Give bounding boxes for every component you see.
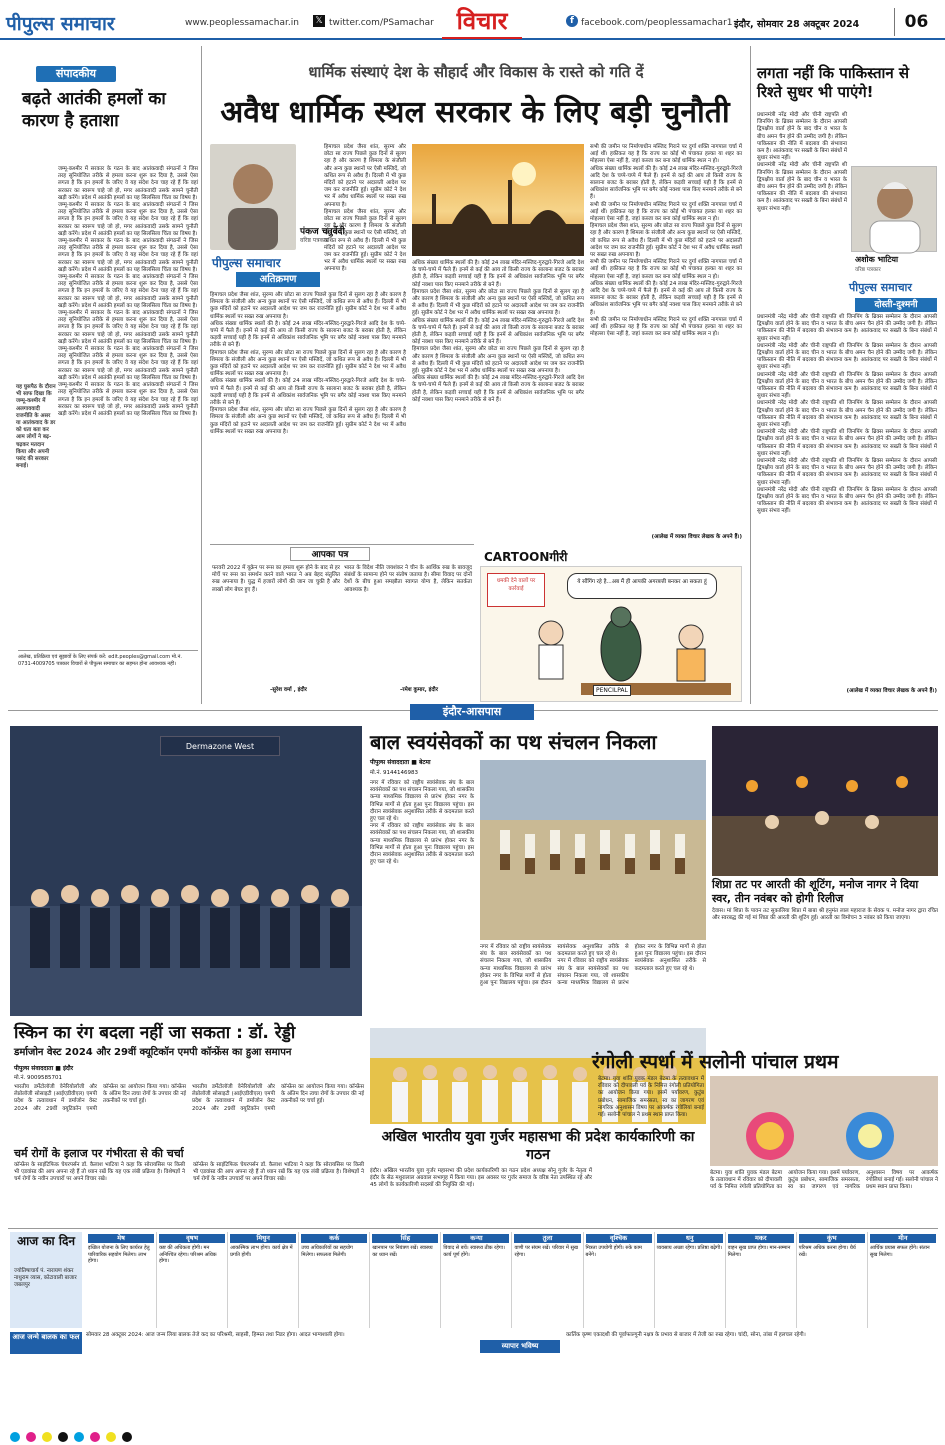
rangoli-photo-icon [710,1076,938,1166]
story2-mobile: मो.नं. 9144146983 [370,770,419,776]
child-body: सोमवार 28 अक्टूबर 2024: आज जन्म लिया बालक तेजे कद का परिश्रमी, साहसी, हिम्मत तथा निडर होगा। आदत भाग्यशाली होगा। [86,1332,345,1338]
facebook-icon: f [566,15,578,27]
story1-subhead2: चर्म रोगों के इलाज पर गंभीरता से की चर्चा [14,1147,184,1160]
right-headline: लगता नहीं कि पाकिस्तान से रिश्ते सुधर भी पाएंगे! [757,64,910,101]
story2-body2: नगर में रविवार को राष्ट्रीय स्वयंसेवक संघ के बाल स्वयंसेवकों का पथ संचलन निकला गया, जो शासकीय कन्या माध्यमिक विद्यालय से प्रारंभ होकर नगर के विभिन्न मार्गों से होता हुआ पुनः विद्यालय पहुंचा। इस दौरान स्वयंसेवक अनुशासित तरीके से कदमताल करते हुए चल रहे थे। नगर में रविवार को राष्ट्रीय स्वयंसेवक संघ के बाल स्वयंसेवकों का पथ संचलन निकला गया, जो शासकीय कन्या माध्यमिक विद्यालय से प्रारंभ होकर नगर के विभिन्न मार्गों से होता हुआ पुनः विद्यालय पहुंचा। इस दौरान स्वयंसेवक अनुशासित तरीके से कदमताल करते हुए चल रहे थे। [480,944,706,987]
rashi-tula: तुला वाणी पर संयम रखें। परिवार में सुख रहेगा। [512,1232,583,1328]
mosque-silhouette-icon [412,144,584,256]
section-title: विचार [442,4,522,39]
story1-byline: पीपुल्स संवाददाता ■ इंदौर [14,1065,74,1072]
author-photo [210,144,296,250]
facebook-link[interactable]: facebook.com/peoplessamachar1 [581,18,733,28]
main-article [206,46,744,556]
rashifal-row [86,1232,938,1328]
right-end-note: (आलेख में व्यक्त विचार लेखक के अपने हैं।) [846,688,937,694]
rashi-makar: मकर वाहन सुख प्राप्त होगा। मान-सम्मान मिलेगा। [726,1232,797,1328]
story1-mobile: मो.नं. 9009585701 [14,1075,63,1081]
rashi-kumbh: कुंभ परिश्रम अधिक करना होगा। धैर्य रखें। [797,1232,868,1328]
story5-body2: बेटमा। युवा शांति युवक मंडल बेटमा के तत्वावधान में रविवार को दीपावली पर्व के निमित्त रंगोली प्रतियोगिता का आयोजन किया गया। इसमें पर्यावरण, कुटुंब प्रबोधन, सामाजिक समरसता, स्व का जागरण एवं नागरिक अनुशासन विषय पर आकर्षक रंगोलियां बनाई गईं। सलोनी पांचाल ने प्रथम स्थान प्राप्त किया। [710,1170,938,1191]
story1-body2: कॉन्फ्रेंस के साइंटिफिक चेयरपर्सन डॉ. कैलाश भाटिया ने कहा कि सोरायसिस पर किसी भी एडवांस्ड की आप अपना रहे हैं तो ध्यान रखें कि यह एक लंबी प्रक्रिया है। विशेषज्ञों ने चर्म रोगों के नवीन उपचारों पर अपने विचार रखे। कॉन्फ्रेंस के साइंटिफिक चेयरपर्सन डॉ. कैलाश भाटिया ने कहा कि सोरायसिस पर किसी भी एडवांस्ड की आप अपना रहे हैं तो ध्यान रखें कि यह एक लंबी प्रक्रिया है। विशेषज्ञों ने चर्म रोगों के नवीन उपचारों पर अपने विचार रखे। [14,1162,364,1183]
main-text-4: सभी की जमीन पर निर्माणाधीन मस्जिद गिराने पर दुर्गा शक्ति नागपाल चर्चा में आई थीं। हकीकत यह है कि राज्य का कोई भी पंचायत हल्का या शहर का मोहल्ला ऐसा नहीं है, जहां कब्जा कर बना कोई धार्मिक स्थल न हो। अधिक संख्या धार्मिक स्थलों की है। कोई 24 लाख मंदिर-मस्जिद-गुरुद्वारे-गिरजे आदि देश के चप्पे-चप्पे में फैले हैं। इनमें से कई की आय तो किसी राज्य के सालाना बजट के बराबर होती है, लेकिन कड़वी सच्चाई यही है कि इनमें से अधिकांश सार्वजनिक भूमि पर बगैर कोई नक्शा पास किए मनमाने तरीके से बने हैं। सभी की जमीन पर निर्माणाधीन मस्जिद गिराने पर दुर्गा शक्ति नागपाल चर्चा में आई थीं। हकीकत यह है कि राज्य का कोई भी पंचायत हल्का या शहर का मोहल्ला ऐसा नहीं है, जहां कब्जा कर बना कोई धार्मिक स्थल न हो। हिमाचल प्रदेश जैसा शांत, सुरम्य और छोटा सा राज्य पिछले कुछ दिनों से सुलग रहा है और कारण है शिमला के संजौली और अन्य कुछ स्थानों पर ऐसी मस्जिदें, जो कथित रूप से अवैध हैं। दिल्ली में भी कुछ मंदिरों को हटाने पर अदालती आदेश पर जम कर राजनीति हुई। सुप्रीम कोर्ट ने देश भर में अवैध धार्मिक स्थलों पर सख्त रुख अपनाया है। सभी की जमीन पर निर्माणाधीन मस्जिद गिराने पर दुर्गा शक्ति नागपाल चर्चा में आई थीं। हकीकत यह है कि राज्य का कोई भी पंचायत हल्का या शहर का मोहल्ला ऐसा नहीं है, जहां कब्जा कर बना कोई धार्मिक स्थल न हो। अधिक संख्या धार्मिक स्थलों की है। कोई 24 लाख मंदिर-मस्जिद-गुरुद्वारे-गिरजे आदि देश के चप्पे-चप्पे में फैले हैं। इनमें से कई की आय तो किसी राज्य के सालाना बजट के बराबर होती है, लेकिन कड़वी सच्चाई यही है कि इनमें से अधिकांश सार्वजनिक भूमि पर बगैर कोई नक्शा पास किए मनमाने तरीके से बने हैं। सभी की जमीन पर निर्माणाधीन मस्जिद गिराने पर दुर्गा शक्ति नागपाल चर्चा में आई थीं। हकीकत यह है कि राज्य का कोई भी पंचायत हल्का या शहर का मोहल्ला ऐसा नहीं है, जहां कब्जा कर बना कोई धार्मिक स्थल न हो। [590,144,742,338]
rashi-mithun: मिथुन आकस्मिक लाभ होगा। कार्य क्षेत्र में प्रगति होगी। [228,1232,299,1328]
right-author-name: अशोक भाटिया [855,255,899,264]
letters-title: आपका पत्र [290,547,370,561]
pullquote: यह घुसपैठ के दौरान भी साफ दिखा कि जम्मू-कश्मीर में अलगाववादी राजनीति के असर या आतंकवाद के डर को धता बता कर आम लोगों ने बढ़-चढ़कर मतदान किया और अपनी पसंद की सरकार बनाई। [16,384,56,470]
rashi-dhanu: धनु व्यवसाय अच्छा रहेगा। प्रतिष्ठा बढ़ेगी। [655,1232,726,1328]
story3-body: देवास। मां शिप्रा के पावन तट सुकालिया शिप्रा में बाबा श्री हनुमंत लाल महाराज के सेवक प. मनोज नागर द्वारा रचित और स्वरबद्ध की गई मां शिप्रा की आरती की शूटिंग हुई। आरती का विमोचन 3 नवंबर को किया जाएगा। [712,908,938,922]
rashi-vrishabh: वृषभ कष्ट की अधिकता होगी। मन अनिश्चित रहेगा। परिश्रम अधिक होगा। [157,1232,228,1328]
story2-body: नगर में रविवार को राष्ट्रीय स्वयंसेवक संघ के बाल स्वयंसेवकों का पथ संचलन निकला गया, जो शासकीय कन्या माध्यमिक विद्यालय से प्रारंभ होकर नगर के विभिन्न मार्गों से होता हुआ पुनः विद्यालय पहुंचा। इस दौरान स्वयंसेवक अनुशासित तरीके से कदमताल करते हुए चल रहे थे। नगर में रविवार को राष्ट्रीय स्वयंसेवक संघ के बाल स्वयंसेवकों का पथ संचलन निकला गया, जो शासकीय कन्या माध्यमिक विद्यालय से प्रारंभ होकर नगर के विभिन्न मार्गों से होता हुआ पुनः विद्यालय पहुंचा। इस दौरान स्वयंसेवक अनुशासित तरीके से कदमताल करते हुए चल रहे थे। [370,780,474,866]
business-tag: व्यापार भविष्य [480,1340,560,1353]
rashi-kark: कर्क उच्च अधिकारियों का सहयोग मिलेगा। सफलता मिलेगी। [299,1232,370,1328]
indore-banner: इंदौर-आसपास [410,704,534,720]
main-text-2: हिमाचल प्रदेश जैसा शांत, सुरम्य और छोटा सा राज्य पिछले कुछ दिनों से सुलग रहा है और कारण है शिमला के संजौली और अन्य कुछ स्थानों पर ऐसी मस्जिदें, जो कथित रूप से अवैध हैं। दिल्ली में भी कुछ मंदिरों को हटाने पर अदालती आदेश पर जम कर राजनीति हुई। सुप्रीम कोर्ट ने देश भर में अवैध धार्मिक स्थलों पर सख्त रुख अपनाया है। अधिक संख्या धार्मिक स्थलों की है। कोई 24 लाख मंदिर-मस्जिद-गुरुद्वारे-गिरजे आदि देश के चप्पे-चप्पे में फैले हैं। इनमें से कई की आय तो किसी राज्य के सालाना बजट के बराबर होती है, लेकिन कड़वी सच्चाई यही है कि इनमें से अधिकांश सार्वजनिक भूमि पर बगैर कोई नक्शा पास किए मनमाने तरीके से बने हैं। हिमाचल प्रदेश जैसा शांत, सुरम्य और छोटा सा राज्य पिछले कुछ दिनों से सुलग रहा है और कारण है शिमला के संजौली और अन्य कुछ स्थानों पर ऐसी मस्जिदें, जो कथित रूप से अवैध हैं। दिल्ली में भी कुछ मंदिरों को हटाने पर अदालती आदेश पर जम कर राजनीति हुई। सुप्रीम कोर्ट ने देश भर में अवैध धार्मिक स्थलों पर सख्त रुख अपनाया है। अधिक संख्या धार्मिक स्थलों की है। कोई 24 लाख मंदिर-मस्जिद-गुरुद्वारे-गिरजे आदि देश के चप्पे-चप्पे में फैले हैं। इनमें से कई की आय तो किसी राज्य के सालाना बजट के बराबर होती है, लेकिन कड़वी सच्चाई यही है कि इनमें से अधिकांश सार्वजनिक भूमि पर बगैर कोई नक्शा पास किए मनमाने तरीके से बने हैं। हिमाचल प्रदेश जैसा शांत, सुरम्य और छोटा सा राज्य पिछले कुछ दिनों से सुलग रहा है और कारण है शिमला के संजौली और अन्य कुछ स्थानों पर ऐसी मस्जिदें, जो कथित रूप से अवैध हैं। दिल्ली में भी कुछ मंदिरों को हटाने पर अदालती आदेश पर जम कर राजनीति हुई। सुप्रीम कोर्ट ने देश भर में अवैध धार्मिक स्थलों पर सख्त रुख अपनाया है। [210,292,406,435]
editorial-headline: बढ़ते आतंकी हमलों का कारण है हताशा [22,89,166,131]
main-headline: अवैध धार्मिक स्थल सरकार के लिए बड़ी चुनौती [220,95,730,130]
editorial-column [8,46,202,704]
bottom-divider [8,1228,938,1229]
rashi-kanya: कन्या विवाद से बचें। स्वास्थ्य ठीक रहेगा। कार्य पूर्ण होंगे। [441,1232,512,1328]
letter-1: फरवरी 2022 में यूक्रेन पर रूस का हमला शुरू होने के बाद से हर मोर्चे पर रूस का समर्थन करने वाले भारत ने अब बेहद संतुलित रुख अपनाया है। युद्ध में हजारों लोगों की जान जा चुकी है और लाखों लोग बेघर हुए हैं। [212,565,340,593]
story3-headline: शिप्रा तट पर आरती की शूटिंग, मनोज नागर ने दिया स्वर, तीन नवंबर को होगी रिलीज [712,878,919,905]
right-brand-logo: पीपुल्स समाचार [849,281,912,294]
story4-body: इंदौर। अखिल भारतीय युवा गुर्जर महासभा की प्रदेश कार्यकारिणी का गठन प्रदेश अध्यक्ष सोनू गुर्जर के नेतृत्व में इंदौर के सेठ मथुरालाल अग्रवाल सभागृह में किया गया। इस अवसर पर गुर्जर समाज के वरिष्ठ नेता उपस्थित रहे और 45 लोगों के कार्यकारिणी सदस्यों की नियुक्ति की गई। [370,1168,592,1189]
story2-headline: बाल स्वयंसेवकों का पथ संचलन निकला [370,730,657,754]
author-silhouette-icon [210,144,296,250]
child-title: आज जन्मे बालक का फल [10,1332,82,1354]
rashi-singh: सिंह खानपान पर नियंत्रण रखें। स्वास्थ्य का ध्यान रखें। [370,1232,441,1328]
column-tag: अतिक्रमण [236,272,320,287]
aaj-body: ज्योतिषाचार्य पं. नारायण शंकर नाथुराम व्यास, कोटावाली बाजार जबलपुर [14,1268,77,1289]
story5-body: बेटमा। युवा शांति युवक मंडल बेटमा के तत्वावधान में रविवार को दीपावली पर्व के निमित्त रंगोली प्रतियोगिता का आयोजन किया गया। इसमें पर्यावरण, कुटुंब प्रबोधन, सामाजिक समरसता, स्व का जागरण एवं नागरिक अनुशासन विषय पर आकर्षक रंगोलियां बनाई गईं। सलोनी पांचाल ने प्रथम स्थान प्राप्त किया। [598,1076,704,1119]
cartoon-label: PENCILPAL [593,685,631,696]
story1-headline: स्किन का रंग बदला नहीं जा सकता : डॉ. रेड्डी [14,1023,296,1043]
mosque-photo [412,144,584,256]
author-name: पंकज चतुर्वेदी [300,227,345,237]
website-link[interactable]: www.peoplessamachar.in [185,18,299,28]
main-end-note: (आलेख में व्यक्त विचार लेखक के अपने हैं।) [651,534,742,540]
story4-headline: अखिल भारतीय युवा गुर्जर महासभा की प्रदेश कार्यकारिणी का गठन [381,1129,695,1163]
story1-subhead: डर्माजोन वेस्ट 2024 और 29वीं क्यूटिकॉन एमपी कॉन्फ्रेंस का हुआ समापन [14,1047,292,1058]
twitter-icon: 𝕏 [313,15,325,27]
aaj-box [10,1232,82,1328]
logo[interactable]: पीपुल्स समाचार [6,13,115,35]
aarti-photo-icon [712,726,938,876]
main-kicker: धार्मिक संस्थाएं देश के सौहार्द और विकास के रास्ते को गति दें [308,63,644,81]
right-tag: दोस्ती-दुश्मनी [855,298,937,312]
cartoon-box [480,544,742,704]
masthead [0,0,945,40]
aaj-title: आज का दिन [17,1234,75,1248]
registration-strip [0,1432,945,1445]
story1-photo [10,726,362,1016]
cartoon-panel [480,566,742,702]
story3-photo [712,726,938,876]
story5-photo [710,1076,938,1166]
story1-photo-caption: Dermazone West [160,736,280,756]
twitter-link[interactable]: twitter.com/PSamachar [329,18,434,28]
story5-headline: रंगोली स्पर्धा में सलोनी पांचाल प्रथम [592,1051,839,1073]
parade-photo-icon [480,760,706,940]
editorial-body: जम्मू-कश्मीर में सरकार के गठन के बाद आतंकवादी संगठनों ने जिस तरह सुनियोजित तरीके से हमला करना शुरू कर दिया है, उससे ऐसा लगता है कि इन हमलों के जरिए वे यह संदेश देना चाह रहे हैं कि वहां सरकार का स्वरूप चाहे जो हो, मगर आतंकवादी उसके सामने चुनौती खड़ी करेंगे। प्रदेश में आतंकी हमलों का यह सिलसिला चिंता का विषय है। जम्मू-कश्मीर में सरकार के गठन के बाद आतंकवादी संगठनों ने जिस तरह सुनियोजित तरीके से हमला करना शुरू कर दिया है, उससे ऐसा लगता है कि इन हमलों के जरिए वे यह संदेश देना चाह रहे हैं कि वहां सरकार का स्वरूप चाहे जो हो, मगर आतंकवादी उसके सामने चुनौती खड़ी करेंगे। प्रदेश में आतंकी हमलों का यह सिलसिला चिंता का विषय है। जम्मू-कश्मीर में सरकार के गठन के बाद आतंकवादी संगठनों ने जिस तरह सुनियोजित तरीके से हमला करना शुरू कर दिया है, उससे ऐसा लगता है कि इन हमलों के जरिए वे यह संदेश देना चाह रहे हैं कि वहां सरकार का स्वरूप चाहे जो हो, मगर आतंकवादी उसके सामने चुनौती खड़ी करेंगे। प्रदेश में आतंकी हमलों का यह सिलसिला चिंता का विषय है। जम्मू-कश्मीर में सरकार के गठन के बाद आतंकवादी संगठनों ने जिस तरह सुनियोजित तरीके से हमला करना शुरू कर दिया है, उससे ऐसा लगता है कि इन हमलों के जरिए वे यह संदेश देना चाह रहे हैं कि वहां सरकार का स्वरूप चाहे जो हो, मगर आतंकवादी उसके सामने चुनौती खड़ी करेंगे। प्रदेश में आतंकी हमलों का यह सिलसिला चिंता का विषय है। जम्मू-कश्मीर में सरकार के गठन के बाद आतंकवादी संगठनों ने जिस तरह सुनियोजित तरीके से हमला करना शुरू कर दिया है, उससे ऐसा लगता है कि इन हमलों के जरिए वे यह संदेश देना चाह रहे हैं कि वहां सरकार का स्वरूप चाहे जो हो, मगर आतंकवादी उसके सामने चुनौती खड़ी करेंगे। प्रदेश में आतंकी हमलों का यह सिलसिला चिंता का विषय है। जम्मू-कश्मीर में सरकार के गठन के बाद आतंकवादी संगठनों ने जिस तरह सुनियोजित तरीके से हमला करना शुरू कर दिया है, उससे ऐसा लगता है कि इन हमलों के जरिए वे यह संदेश देना चाह रहे हैं कि वहां सरकार का स्वरूप चाहे जो हो, मगर आतंकवादी उसके सामने चुनौती खड़ी करेंगे। प्रदेश में आतंकी हमलों का यह सिलसिला चिंता का विषय है। जम्मू-कश्मीर में सरकार के गठन के बाद आतंकवादी संगठनों ने जिस तरह सुनियोजित तरीके से हमला करना शुरू कर दिया है, उससे ऐसा लगता है कि इन हमलों के जरिए वे यह संदेश देना चाह रहे हैं कि वहां सरकार का स्वरूप चाहे जो हो, मगर आतंकवादी उसके सामने चुनौती खड़ी करेंगे। प्रदेश में आतंकी हमलों का यह सिलसिला चिंता का विषय है। [58,166,198,417]
cartoon-bubble: ये सौंगिंग रहे है...अब मैं ही आपकी अगरबत्ती बनकर आ सकता हूं [567,573,717,599]
letter-1-sign: -सुरेश वर्मा , इंदौर [270,687,307,693]
cartoon-title: CARTOONगीरी [484,550,568,564]
right-text-1: प्रधानमंत्री नरेंद्र मोदी और चीनी राष्ट्रपति शी जिनपिंग के ब्रिक्स सम्मेलन के दौरान आपसी द्विपक्षीय वार्ता होने के बाद चीन व भारत के बीच अमन चैन होने की उम्मीद जगी है। लेकिन पाकिस्तान की नीति में बदलाव की संभावना कम है। आतंकवाद पर सख्ती के बिना संबंधों में सुधार संभव नहीं। प्रधानमंत्री नरेंद्र मोदी और चीनी राष्ट्रपति शी जिनपिंग के ब्रिक्स सम्मेलन के दौरान आपसी द्विपक्षीय वार्ता होने के बाद चीन व भारत के बीच अमन चैन होने की उम्मीद जगी है। लेकिन पाकिस्तान की नीति में बदलाव की संभावना कम है। आतंकवाद पर सख्ती के बिना संबंधों में सुधार संभव नहीं। [757,112,848,212]
author-role: वरिष्ठ पत्रकार [300,237,329,244]
main-text-3: अधिक संख्या धार्मिक स्थलों की है। कोई 24 लाख मंदिर-मस्जिद-गुरुद्वारे-गिरजे आदि देश के चप्पे-चप्पे में फैले हैं। इनमें से कई की आय तो किसी राज्य के सालाना बजट के बराबर होती है, लेकिन कड़वी सच्चाई यही है कि इनमें से अधिकांश सार्वजनिक भूमि पर बगैर कोई नक्शा पास किए मनमाने तरीके से बने हैं। हिमाचल प्रदेश जैसा शांत, सुरम्य और छोटा सा राज्य पिछले कुछ दिनों से सुलग रहा है और कारण है शिमला के संजौली और अन्य कुछ स्थानों पर ऐसी मस्जिदें, जो कथित रूप से अवैध हैं। दिल्ली में भी कुछ मंदिरों को हटाने पर अदालती आदेश पर जम कर राजनीति हुई। सुप्रीम कोर्ट ने देश भर में अवैध धार्मिक स्थलों पर सख्त रुख अपनाया है। अधिक संख्या धार्मिक स्थलों की है। कोई 24 लाख मंदिर-मस्जिद-गुरुद्वारे-गिरजे आदि देश के चप्पे-चप्पे में फैले हैं। इनमें से कई की आय तो किसी राज्य के सालाना बजट के बराबर होती है, लेकिन कड़वी सच्चाई यही है कि इनमें से अधिकांश सार्वजनिक भूमि पर बगैर कोई नक्शा पास किए मनमाने तरीके से बने हैं। हिमाचल प्रदेश जैसा शांत, सुरम्य और छोटा सा राज्य पिछले कुछ दिनों से सुलग रहा है और कारण है शिमला के संजौली और अन्य कुछ स्थानों पर ऐसी मस्जिदें, जो कथित रूप से अवैध हैं। दिल्ली में भी कुछ मंदिरों को हटाने पर अदालती आदेश पर जम कर राजनीति हुई। सुप्रीम कोर्ट ने देश भर में अवैध धार्मिक स्थलों पर सख्त रुख अपनाया है। अधिक संख्या धार्मिक स्थलों की है। कोई 24 लाख मंदिर-मस्जिद-गुरुद्वारे-गिरजे आदि देश के चप्पे-चप्पे में फैले हैं। इनमें से कई की आय तो किसी राज्य के सालाना बजट के बराबर होती है, लेकिन कड़वी सच्चाई यही है कि इनमें से अधिकांश सार्वजनिक भूमि पर बगैर कोई नक्शा पास किए मनमाने तरीके से बने हैं। [412,260,584,403]
story2-byline: पीपुल्स संवाददाता ■ बेटमा [370,759,431,766]
right-author-role: वरिष्ठ पत्रकार [855,267,881,273]
story2-photo [480,760,706,940]
right-text-2: प्रधानमंत्री नरेंद्र मोदी और चीनी राष्ट्रपति शी जिनपिंग के ब्रिक्स सम्मेलन के दौरान आपसी द्विपक्षीय वार्ता होने के बाद चीन व भारत के बीच अमन चैन होने की उम्मीद जगी है। लेकिन पाकिस्तान की नीति में बदलाव की संभावना कम है। आतंकवाद पर सख्ती के बिना संबंधों में सुधार संभव नहीं। प्रधानमंत्री नरेंद्र मोदी और चीनी राष्ट्रपति शी जिनपिंग के ब्रिक्स सम्मेलन के दौरान आपसी द्विपक्षीय वार्ता होने के बाद चीन व भारत के बीच अमन चैन होने की उम्मीद जगी है। लेकिन पाकिस्तान की नीति में बदलाव की संभावना कम है। आतंकवाद पर सख्ती के बिना संबंधों में सुधार संभव नहीं। प्रधानमंत्री नरेंद्र मोदी और चीनी राष्ट्रपति शी जिनपिंग के ब्रिक्स सम्मेलन के दौरान आपसी द्विपक्षीय वार्ता होने के बाद चीन व भारत के बीच अमन चैन होने की उम्मीद जगी है। लेकिन पाकिस्तान की नीति में बदलाव की संभावना कम है। आतंकवाद पर सख्ती के बिना संबंधों में सुधार संभव नहीं। प्रधानमंत्री नरेंद्र मोदी और चीनी राष्ट्रपति शी जिनपिंग के ब्रिक्स सम्मेलन के दौरान आपसी द्विपक्षीय वार्ता होने के बाद चीन व भारत के बीच अमन चैन होने की उम्मीद जगी है। लेकिन पाकिस्तान की नीति में बदलाव की संभावना कम है। आतंकवाद पर सख्ती के बिना संबंधों में सुधार संभव नहीं। प्रधानमंत्री नरेंद्र मोदी और चीनी राष्ट्रपति शी जिनपिंग के ब्रिक्स सम्मेलन के दौरान आपसी द्विपक्षीय वार्ता होने के बाद चीन व भारत के बीच अमन चैन होने की उम्मीद जगी है। लेकिन पाकिस्तान की नीति में बदलाव की संभावना कम है। आतंकवाद पर सख्ती के बिना संबंधों में सुधार संभव नहीं। प्रधानमंत्री नरेंद्र मोदी और चीनी राष्ट्रपति शी जिनपिंग के ब्रिक्स सम्मेलन के दौरान आपसी द्विपक्षीय वार्ता होने के बाद चीन व भारत के बीच अमन चैन होने की उम्मीद जगी है। लेकिन पाकिस्तान की नीति में बदलाव की संभावना कम है। आतंकवाद पर सख्ती के बिना संबंधों में सुधार संभव नहीं। प्रधानमंत्री नरेंद्र मोदी और चीनी राष्ट्रपति शी जिनपिंग के ब्रिक्स सम्मेलन के दौरान आपसी द्विपक्षीय वार्ता होने के बाद चीन व भारत के बीच अमन चैन होने की उम्मीद जगी है। लेकिन पाकिस्तान की नीति में बदलाव की संभावना कम है। आतंकवाद पर सख्ती के बिना संबंधों में सुधार संभव नहीं। [757,314,937,515]
group-photo-icon [10,786,362,1016]
letters-box [210,544,474,704]
rashi-mesh: मेष इच्छित योजना के लिए कार्यरत हेतु पारिवारिक सहयोग मिलेगा। लाभ होगा। [86,1232,157,1328]
editorial-footer: आलेख, प्रतिक्रिया एवं सुझावों के लिए संपर्क करें: edit.peoples@gmail.com मो.नं. 0731-4009705 पत्रकार विचारों से पीपुल्स समाचार का सहमत होना आवश्यक नहीं। [18,650,198,686]
rashi-vrishchik: वृश्चिक मित्रता उपयोगी होगी। रुके काम बनेंगे। [584,1232,655,1328]
story1-body: भारतीय डर्मेटोलॉजी वेनेरियोलॉजी और लेप्रोलॉजी सोसाइटी (आईएडीवीएल) एमपी प्रदेश के तत्वावधान में डर्माजोन वेस्ट 2024 और 29वीं क्यूटिकॉन एमपी कॉन्फ्रेंस का आयोजन किया गया। कॉन्फ्रेंस के अंतिम दिन त्वचा रोगों के उपचार की नई तकनीकों पर चर्चा हुई। भारतीय डर्मेटोलॉजी वेनेरियोलॉजी और लेप्रोलॉजी सोसाइटी (आईएडीवीएल) एमपी प्रदेश के तत्वावधान में डर्माजोन वेस्ट 2024 और 29वीं क्यूटिकॉन एमपी कॉन्फ्रेंस का आयोजन किया गया। कॉन्फ्रेंस के अंतिम दिन त्वचा रोगों के उपचार की नई तकनीकों पर चर्चा हुई। [14,1084,364,1112]
right-column [750,46,940,704]
business-body: कार्तिक कृष्ण एकादशी की पूर्वाफाल्गुनी नक्षत्र के प्रभाव से बाजार में तेजी का रुख रहेगा। चांदी, सोना, तांबा में हलचल रहेगी। [566,1332,806,1338]
letter-2-sign: -रमेश कुमार, इंदौर [400,687,438,693]
letter-2: भारत के विदेश नीति जयशंकर ने चीन के आर्थिक रुख के बावजूद संबंधों के सामान्य होने पर संतोष जताया है। सीमा विवाद पर दोनों देशों के बीच हुआ समझौता स्वागत योग्य है, लेकिन सतर्कता आवश्यक है। [344,565,472,593]
cartoon-board: धमकी देने वालों पर कार्रवाई [487,573,545,607]
page-number: 06 [894,8,938,36]
author-silhouette-icon [852,167,938,253]
main-text-1: हिमाचल प्रदेश जैसा शांत, सुरम्य और छोटा सा राज्य पिछले कुछ दिनों से सुलग रहा है और कारण है शिमला के संजौली और अन्य कुछ स्थानों पर ऐसी मस्जिदें, जो कथित रूप से अवैध हैं। दिल्ली में भी कुछ मंदिरों को हटाने पर अदालती आदेश पर जम कर राजनीति हुई। सुप्रीम कोर्ट ने देश भर में अवैध धार्मिक स्थलों पर सख्त रुख अपनाया है। हिमाचल प्रदेश जैसा शांत, सुरम्य और छोटा सा राज्य पिछले कुछ दिनों से सुलग रहा है और कारण है शिमला के संजौली और अन्य कुछ स्थानों पर ऐसी मस्जिदें, जो कथित रूप से अवैध हैं। दिल्ली में भी कुछ मंदिरों को हटाने पर अदालती आदेश पर जम कर राजनीति हुई। सुप्रीम कोर्ट ने देश भर में अवैध धार्मिक स्थलों पर सख्त रुख अपनाया है। [324,144,406,273]
right-author-photo [851,166,937,252]
brand-logo: पीपुल्स समाचार [212,256,281,270]
rashi-meen: मीन आर्थिक प्रयास सफल होंगे। संतान सुख मिलेगा। [868,1232,938,1328]
dateline: इंदौर, सोमवार 28 अक्टूबर 2024 [734,19,860,30]
editorial-tag: संपादकीय [36,66,116,82]
